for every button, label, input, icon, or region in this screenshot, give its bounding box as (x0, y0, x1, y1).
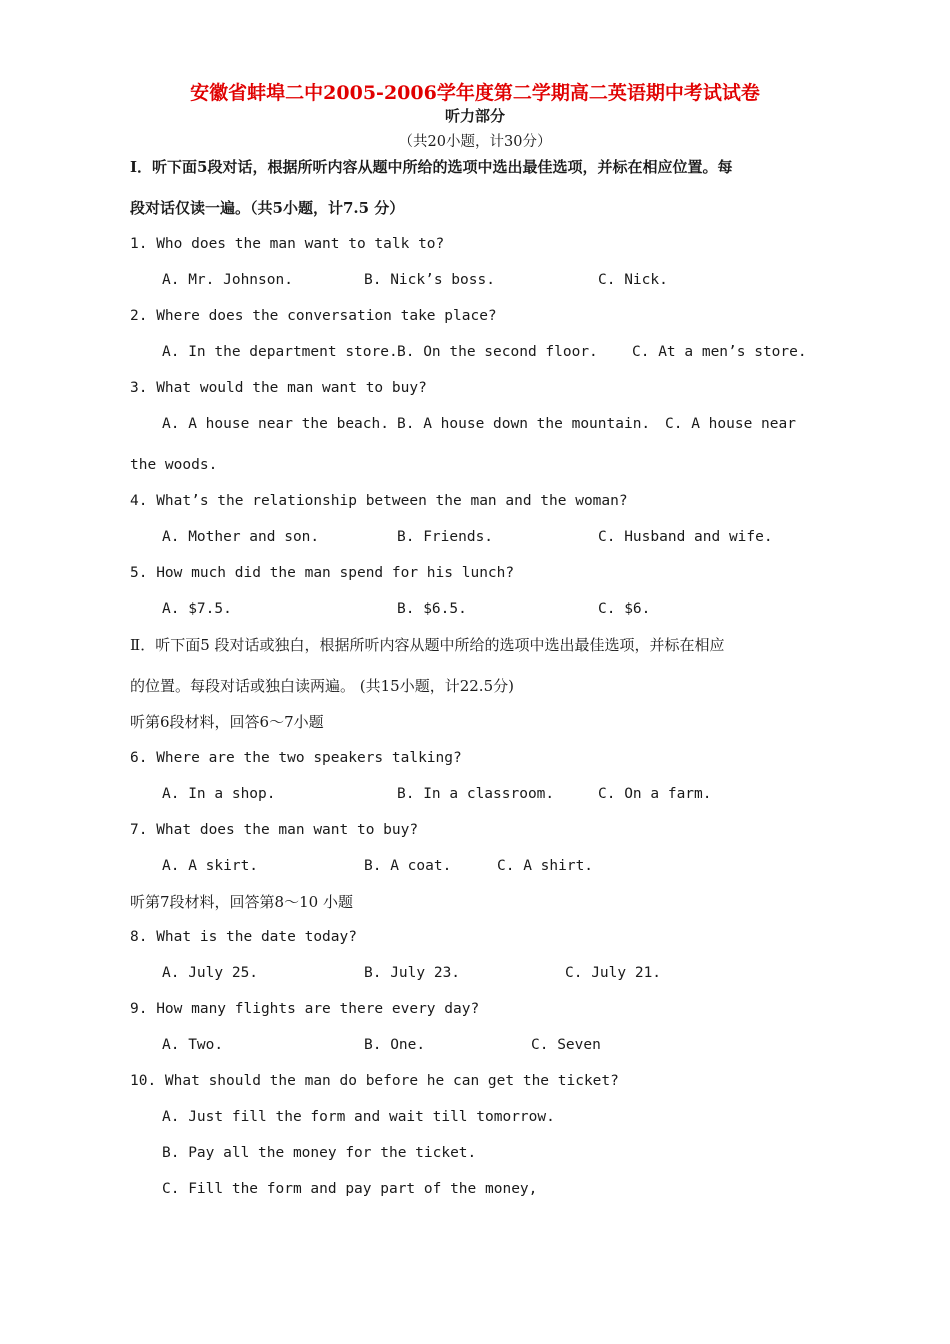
section2-instructions-line1: Ⅱ．听下面5 段对话或独白，根据所听内容从题中所给的选项中选出最佳选项，并标在相应 (130, 636, 725, 654)
question-1-option-b: B. Nick’s boss. (364, 272, 495, 288)
section1-instructions-line1: Ⅰ．听下面5段对话，根据所听内容从题中所给的选项中选出最佳选项，并标在相应位置。每 (130, 158, 733, 176)
question-6-option-a: A. In a shop. (162, 786, 276, 802)
question-7-option-c: C. A shirt. (497, 858, 594, 874)
question-8-option-a: A. July 25. (162, 965, 259, 981)
question-10-option-c: C. Fill the form and pay part of the money, (162, 1181, 538, 1197)
question-4-option-b: B. Friends. (397, 529, 494, 545)
question-7-option-b: B. A coat. (364, 858, 452, 874)
question-1: 1. Who does the man want to talk to? (130, 236, 445, 252)
question-4-option-a: A. Mother and son. (162, 529, 320, 545)
question-10-option-a: A. Just fill the form and wait till tomorrow. (162, 1109, 555, 1125)
question-9: 9. How many flights are there every day? (130, 1001, 480, 1017)
question-2-option-a: A. In the department store. (162, 344, 398, 360)
question-8-option-b: B. July 23. (364, 965, 461, 981)
question-7-option-a: A. A skirt. (162, 858, 259, 874)
score-note: （共20小题，计30分） (398, 134, 552, 150)
question-8: 8. What is the date today? (130, 929, 357, 945)
question-3-option-a: A. A house near the beach. (162, 416, 389, 432)
question-6: 6. Where are the two speakers talking? (130, 750, 462, 766)
listening-part-heading: 听力部分 (444, 107, 505, 125)
question-10-option-b: B. Pay all the money for the ticket. (162, 1145, 477, 1161)
question-3-option-b: B. A house down the mountain. (397, 416, 651, 432)
group-6-heading: 听第6段材料，回答6～7小题 (130, 713, 324, 731)
question-2-option-b: B. On the second floor. (397, 344, 598, 360)
question-6-option-b: B. In a classroom. (397, 786, 555, 802)
section2-instructions-line2: 的位置。每段对话或独白读两遍。 (共15小题，计22.5分) (130, 677, 514, 695)
question-7: 7. What does the man want to buy? (130, 822, 419, 838)
question-9-option-a: A. Two. (162, 1037, 224, 1053)
question-3-option-c-continued: the woods. (130, 457, 218, 473)
question-5-option-c: C. $6. (598, 601, 651, 617)
question-5-option-a: A. $7.5. (162, 601, 232, 617)
question-2: 2. Where does the conversation take place? (130, 308, 497, 324)
question-3-option-c: C. A house near (665, 416, 796, 432)
question-10: 10. What should the man do before he can get the ticket? (130, 1073, 619, 1089)
question-1-option-a: A. Mr. Johnson. (162, 272, 293, 288)
question-3: 3. What would the man want to buy? (130, 380, 427, 396)
question-6-option-c: C. On a farm. (598, 786, 712, 802)
group-7-heading: 听第7段材料，回答第8～10 小题 (130, 893, 353, 911)
section1-instructions-line2: 段对话仅读一遍。（共5小题，计7.5 分） (130, 199, 405, 217)
exam-title: 安徽省蚌埠二中2005-2006学年度第二学期高二英语期中考试试卷 (190, 82, 760, 104)
question-4: 4. What’s the relationship between the man and the woman? (130, 493, 628, 509)
question-9-option-b: B. One. (364, 1037, 426, 1053)
question-5-option-b: B. $6.5. (397, 601, 467, 617)
question-5: 5. How much did the man spend for his lunch? (130, 565, 515, 581)
question-1-option-c: C. Nick. (598, 272, 668, 288)
question-4-option-c: C. Husband and wife. (598, 529, 773, 545)
question-8-option-c: C. July 21. (565, 965, 662, 981)
question-2-option-c: C. At a men’s store. (632, 344, 807, 360)
question-9-option-c: C. Seven (531, 1037, 601, 1053)
